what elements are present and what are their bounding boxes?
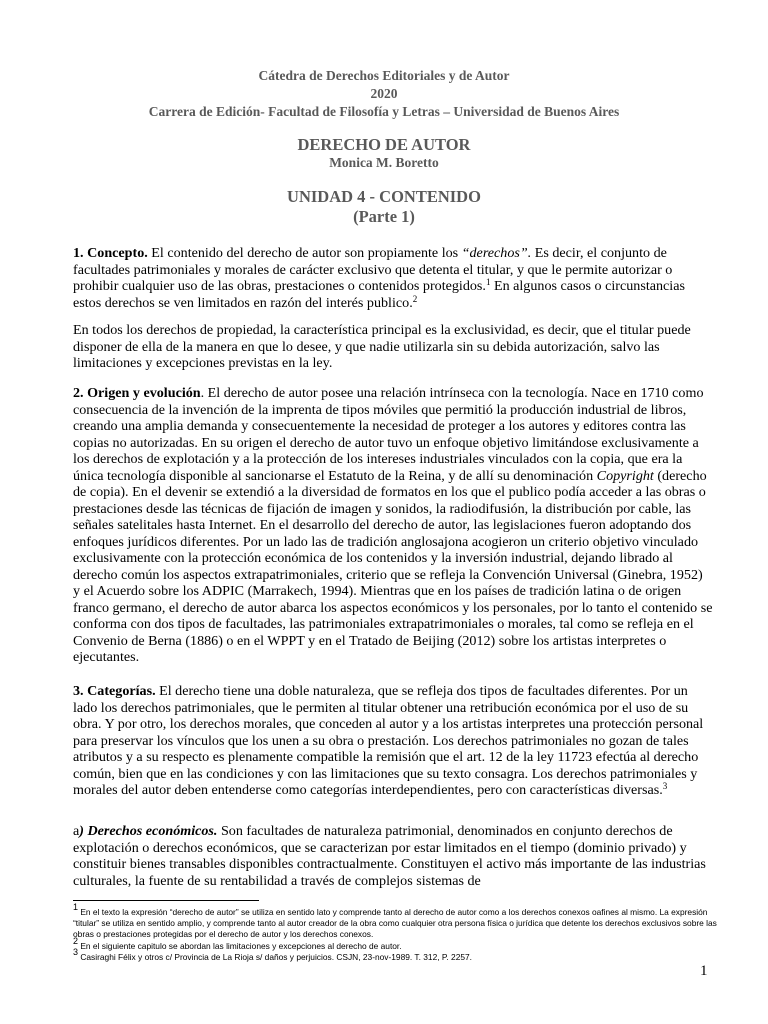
footnote-ref: 1	[485, 277, 491, 287]
section-heading: ) Derechos económicos.	[79, 823, 218, 839]
section-heading: 1. Concepto.	[73, 245, 148, 261]
section-heading: 3. Categorías.	[73, 683, 156, 699]
course-faculty: Carrera de Edición- Facultad de Filosofía y Letras – Universidad de Buenos Aires	[148, 104, 620, 119]
footnote-ref: 3	[662, 781, 668, 791]
document-author: Monica M. Boretto	[329, 155, 439, 170]
paragraph-concepto: 1. Concepto. El contenido del derecho de autor son propiamente los “derechos”. Es decir, el conjunto de facultades patrimoniales y morales de carácter exclusivo que detenta el titular, y que le permite autorizar o prohibir cualquier uso de las obras, prestaciones o contenidos protegidos.$^1$ En algunos casos o circunstancias estos derechos se ven limitados en razón del interés publico.$^2$	[73, 245, 685, 311]
footnote-divider	[73, 900, 259, 901]
paragraph-origen: 2. Origen y evolución. El derecho de autor posee una relación intrínseca con la tecnología. Nace en 1710 como consecuencia de la invención de la imprenta de tipos móviles que permitió la producción industrial de libros, creando una amplia demanda y consecuentemente la necesidad de proteger a los autores y editores contra las copias no autorizadas. En su origen el derecho de autor tuvo un enfoque objetivo limitándose exclusivamente a los derechos de explotación y a la protección de los intereses industriales vinculados con la copia, que era la única tecnología disponible al sancionarse el Estatuto de la Reina, y de allí su denominación Copyright (derecho de copia). En el devenir se extendió a la diversidad de formatos en los que el publico podía acceder a las obras o prestaciones desde las técnicas de fijación de imagen y sonidos, la radiodifusión, la distribución por cable, las señales satelitales hasta Internet. En el desarrollo del derecho de autor, las legislaciones fueron adoptando dos enfoques jurídicos diferentes. Por un lado las de tradición anglosajona acogieron un criterio objetivo vinculado exclusivamente con la protección económica de los contenidos y la inversión industrial, dejando librado al derecho común los aspectos extrapatrimoniales, criterio que se refleja la Convención Universal (Ginebra, 1952) y el Acuerdo sobre los ADPIC (Marrakech, 1994). Mientras que en los países de tradición latina o de origen franco germano, el derecho de autor abarca los aspectos económicos y los personales, por lo tanto el contenido se conforma con dos tipos de facultades, las patrimoniales extrapatrimoniales o morales, tal como se refleja en el Convenio de Berna (1886) o en el WPPT y en el Tratado de Beijing (2012) sobre los artistas interpretes o ejecutantes.	[73, 385, 713, 665]
section-heading: 2. Origen y evolución	[73, 385, 201, 401]
unit-title: UNIDAD 4 - CONTENIDO	[287, 187, 481, 206]
footnote-ref: 2	[412, 293, 418, 304]
footnote-1: $^1$ En el texto la expresión “derecho de autor” se utiliza en sentido lato y comprende tanto al derecho de autor como a los derechos conexos oafines al mismo. La expresión “titular” se utiliza en sentido amplio, y comprende tanto al autor creador de la obra como cualquier otra persona física o jurídica que detente los derechos exclusivos sobre las obras o prestaciones protegidas por el derecho de autor y los derechos conexos.	[73, 902, 717, 939]
paragraph-categorias: 3. Categorías. El derecho tiene una doble naturaleza, que se refleja dos tipos de facultades diferentes. Por un lado los derechos patrimoniales, que le permiten al titular obtener una retribución económica por el uso de su obra. Y por otro, los derechos morales, que conceden al autor y a los artistas interpretes una protección personal para preservar los vínculos que los unen a su obra o prestación. Los derechos patrimoniales no gozan de tales atributos y a su respecto es plenamente compatible la remisión que el art. 12 de la ley 11723 efectúa al derecho común, bien que en las condiciones y con las limitaciones que su texto consagra. Los derechos patrimoniales y morales del autor deben entenderse como categorías interdependientes, pero con características diversas.$^3$	[73, 683, 704, 798]
course-title: Cátedra de Derechos Editoriales y de Autor	[258, 68, 510, 83]
page-number: 1	[700, 963, 708, 979]
document-title: DERECHO DE AUTOR	[297, 135, 471, 154]
unit-part: (Parte 1)	[353, 207, 415, 226]
paragraph-economicos: a) Derechos económicos. Son facultades de naturaleza patrimonial, denominados en conjunto derechos de explotación o derechos económicos, que se caracterizan por estar limitados en el tiempo (dominio privado) y constituir bienes transables disponibles contractualmente. Constituyen el activo más importante de las industrias culturales, la fuente de su rentabilidad a través de complejos sistemas de	[73, 823, 706, 889]
footnote-2: $^2$ En el siguiente capitulo se abordan las limitaciones y excepciones al derecho de autor.	[73, 936, 402, 951]
paragraph-propiedad: En todos los derechos de propiedad, la característica principal es la exclusividad, es decir, que el titular puede disponer de ella de la manera en que lo desee, y que nadie utilizarla sin su debida autorización, salvo las limitaciones y excepciones previstas en la ley.	[73, 322, 691, 371]
course-year: 2020	[370, 86, 398, 101]
footnote-3: $^3$ Casiraghi Félix y otros c/ Provincia de La Rioja s/ daños y perjuicios. CSJN, 23-nov-1989. T. 312, P. 2257.	[73, 947, 472, 962]
